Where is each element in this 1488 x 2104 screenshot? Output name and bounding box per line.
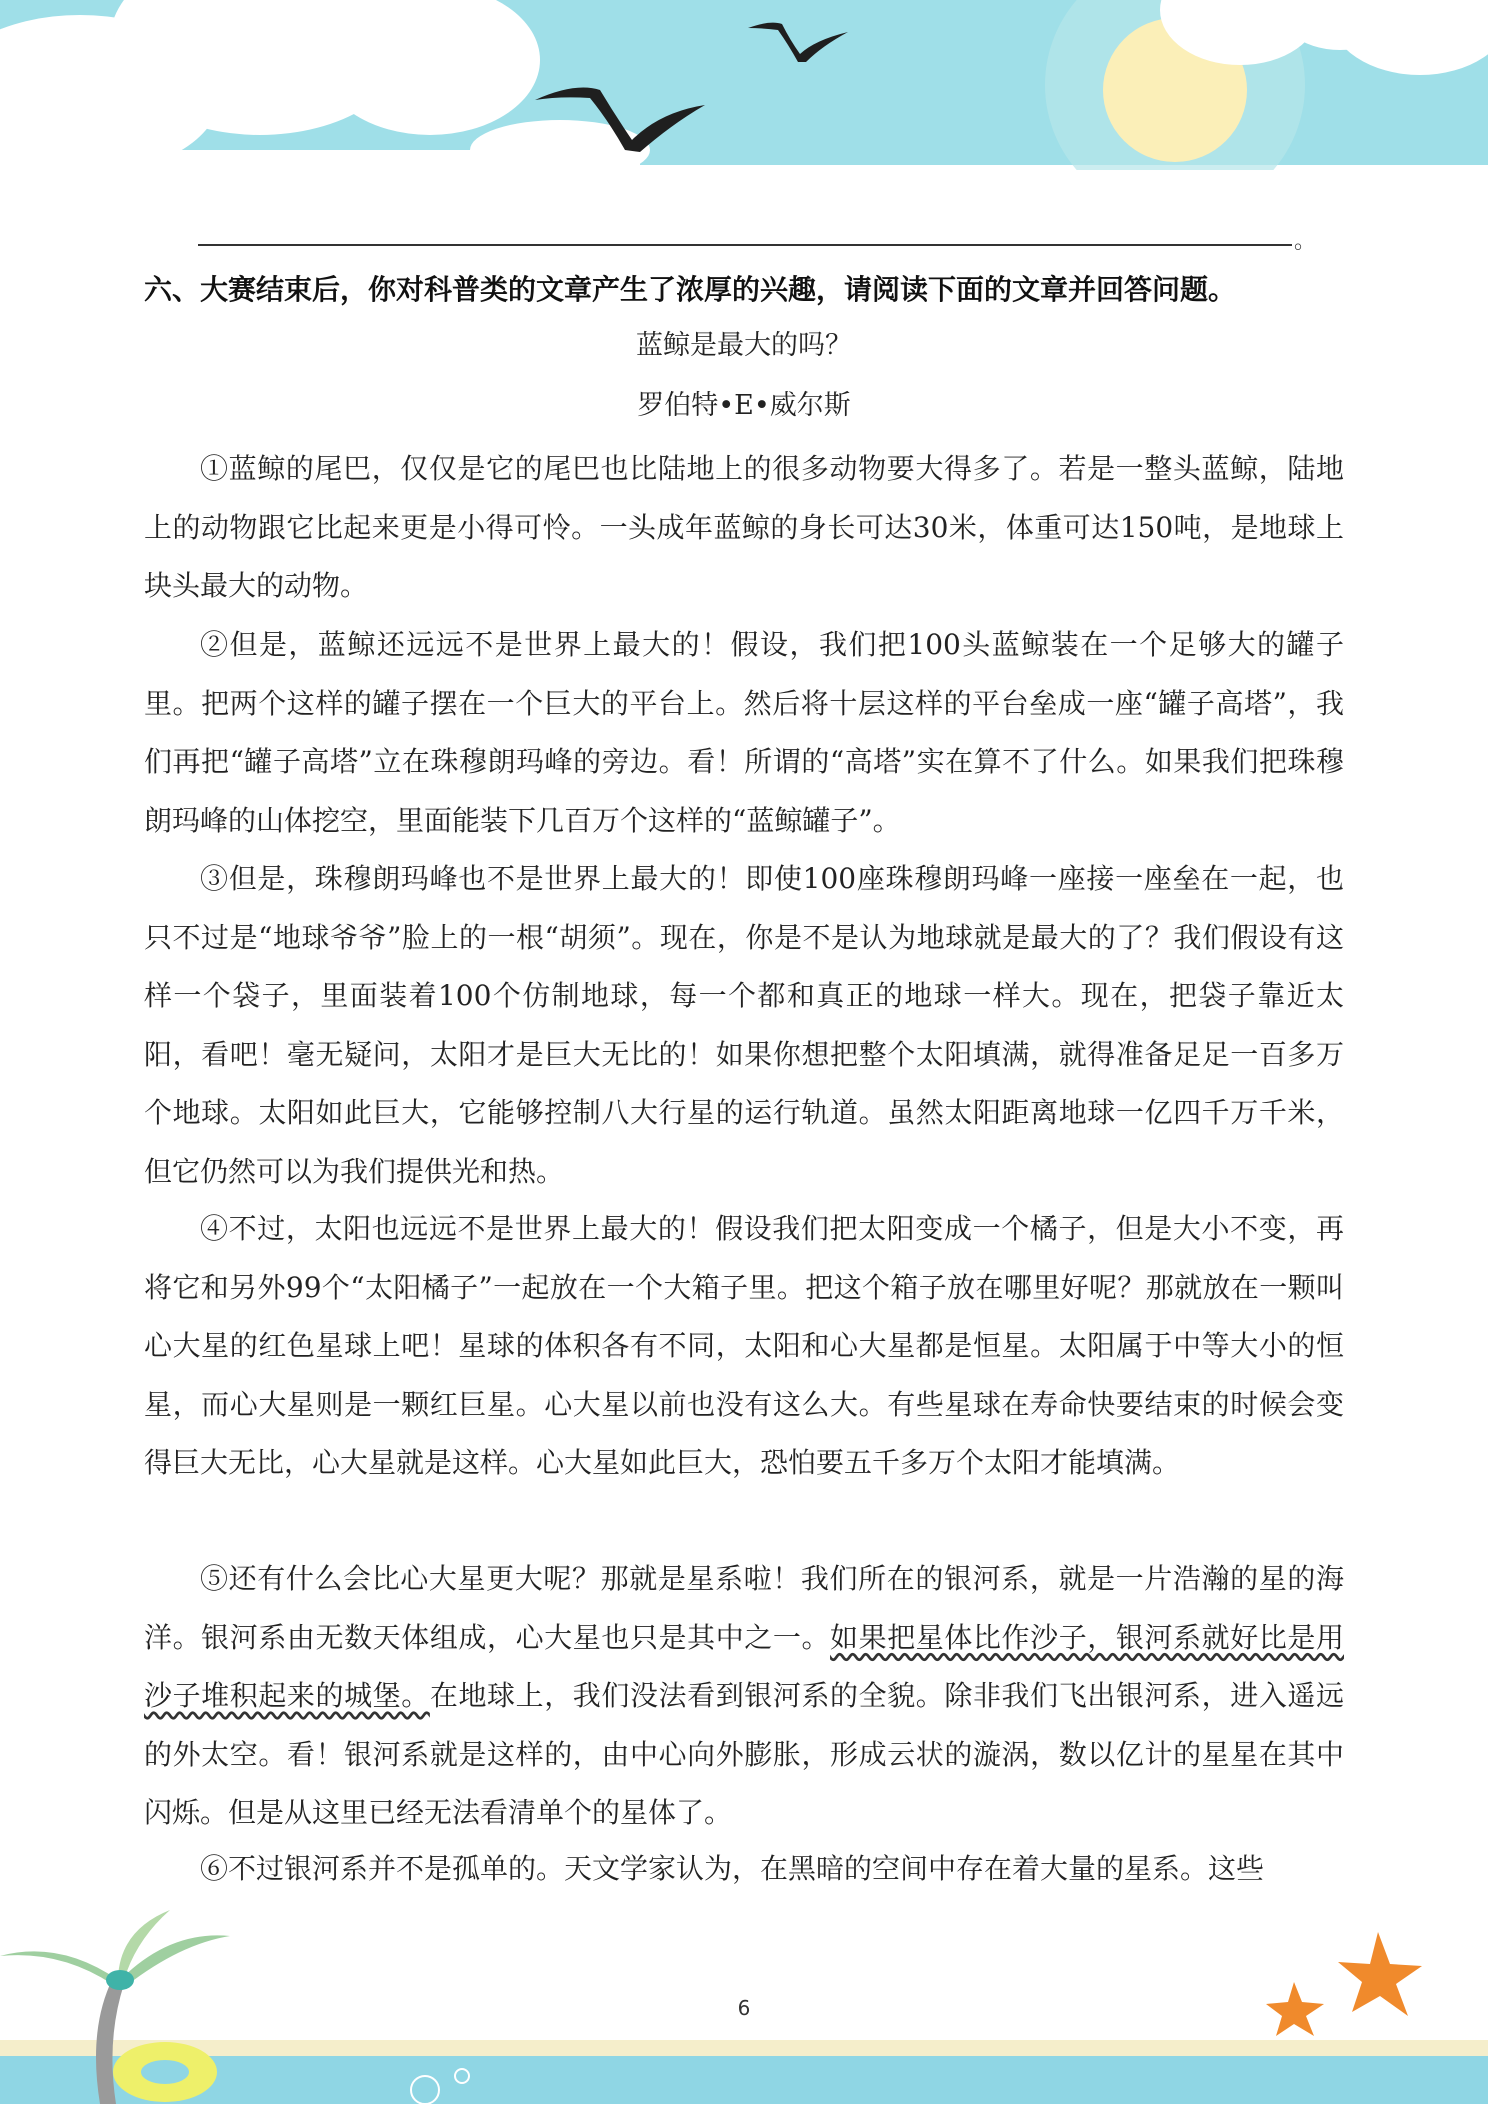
swim-ring-icon bbox=[113, 2042, 217, 2102]
article-author: 罗伯特•E•威尔斯 bbox=[637, 390, 851, 421]
paragraph-4: ④不过，太阳也远远不是世界上最大的！假设我们把太阳变成一个橘子，但是大小不变，再将它和另外99个“太阳橘子”一起放在一个大箱子里。把这个箱子放在哪里好呢？那就放在一颗叫心大星的红色星球上吧！星球的体积各有不同，太阳和心大星都是恒星。太阳属于中等大小的恒星，而心大星则是一颗红巨星。心大星以前也没有这么大。有些星球在寿命快要结束的时候会变得巨大无比，心大星就是这样。心大星如此巨大，恐怕要五千多万个太阳才能填满。 bbox=[144, 1212, 1344, 1479]
footer-banner bbox=[0, 1880, 1488, 2104]
page-number: 6 bbox=[737, 1996, 751, 2020]
paragraph-6: ⑥不过银河系并不是孤单的。天文学家认为，在黑暗的空间中存在着大量的星系。这些 bbox=[200, 1852, 1265, 1885]
paragraph-2: ②但是，蓝鲸还远远不是世界上最大的！假设，我们把100头蓝鲸装在一个足够大的罐子里。把两个这样的罐子摆在一个巨大的平台上。然后将十层这样的平台垒成一座“罐子高塔”，我们再把“罐子高塔”立在珠穆朗玛峰的旁边。看！所谓的“高塔”实在算不了什么。如果我们把珠穆朗玛峰的山体挖空，里面能装下几百万个这样的“蓝鲸罐子”。 bbox=[144, 628, 1344, 837]
sand-strip bbox=[0, 2040, 1488, 2056]
article-title: 蓝鲸是最大的吗？ bbox=[636, 330, 852, 361]
paragraph-5 bbox=[144, 1550, 1344, 1843]
question-heading: 六、大赛结束后，你对科普类的文章产生了浓厚的兴趣，请阅读下面的文章并回答问题。 bbox=[144, 273, 1237, 306]
paragraph-5-text-after: 在地球上，我们没法看到银河系的全貌。除非我们飞出银河系，进入遥远的外太空。看！银河系就是这样的，由中心向外膨胀，形成云状的漩涡，数以亿计的星星在其中闪烁。但是从这里已经无法看清单个的星体了。 bbox=[144, 1679, 1344, 1829]
paragraph-5-text-before: ⑤还有什么会比心大星更大呢？那就是星系啦！我们所在的银河系，就是一片浩瀚的星的海洋。银河系由无数天体组成，心大星也只是其中之一。 bbox=[144, 1562, 1344, 1654]
paragraph-3: ③但是，珠穆朗玛峰也不是世界上最大的！即使100座珠穆朗玛峰一座接一座垒在一起，也只不过是“地球爷爷”脸上的一根“胡须”。现在，你是不是认为地球就是最大的了？我们假设有这样一个袋子，里面装着100个仿制地球，每一个都和真正的地球一样大。现在，把袋子靠近太阳，看吧！毫无疑问，太阳才是巨大无比的！如果你想把整个太阳填满，就得准备足足一百多万个地球。太阳如此巨大，它能够控制八大行星的运行轨道。虽然太阳距离地球一亿四千万千米，但它仍然可以为我们提供光和热。 bbox=[144, 862, 1344, 1188]
sea-strip bbox=[0, 2056, 1488, 2104]
paragraph-1: ①蓝鲸的尾巴，仅仅是它的尾巴也比陆地上的很多动物要大得多了。若是一整头蓝鲸，陆地上的动物跟它比起来更是小得可怜。一头成年蓝鲸的身长可达30米，体重可达150吨，是地球上块头最大的动物。 bbox=[144, 452, 1344, 602]
wavy-underlined-sentence: 如果把星体比作沙子，银河系就好比是用沙子堆积起来的城堡。 bbox=[144, 1620, 1344, 1712]
answer-line[interactable] bbox=[198, 244, 1292, 246]
answer-end-mark: 。 bbox=[1294, 229, 1317, 254]
header-banner bbox=[0, 0, 1488, 170]
